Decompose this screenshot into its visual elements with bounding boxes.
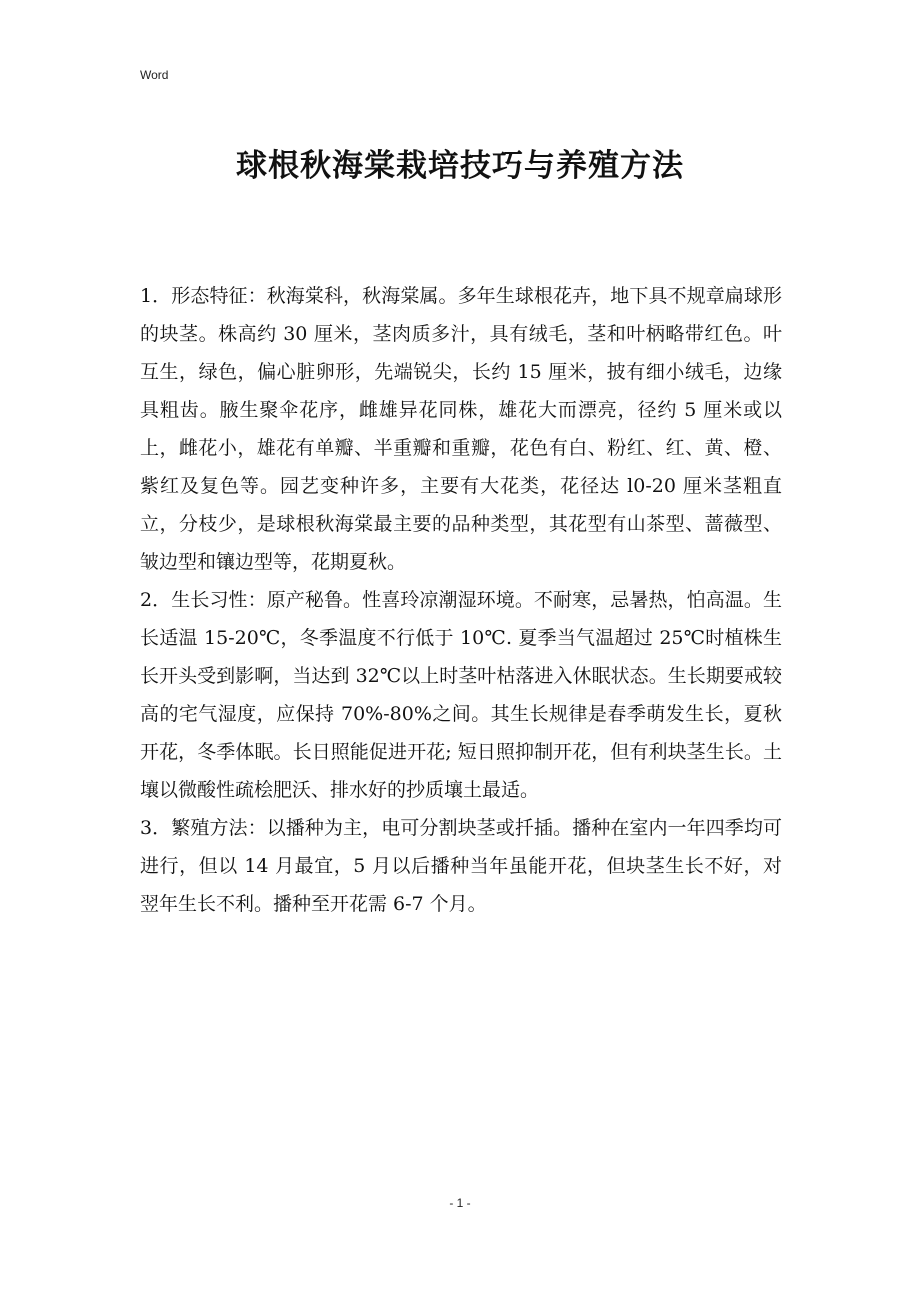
paragraph-number: 3． bbox=[140, 817, 172, 839]
paragraph-1 bbox=[140, 277, 782, 581]
document-body bbox=[140, 277, 782, 923]
paragraph-number: 1． bbox=[140, 285, 172, 307]
paragraph-text: 生长习性：原产秘鲁。性喜玲凉潮湿环境。不耐寒，忌暑热，怕高温。生长适温 15-20℃，冬季温度不行低于 10℃. 夏季当气温超过 25℃时植株生长开头受到影啊，当达到 32℃以上时茎叶枯落进入休眠状态。生长期要戒较高的宅气湿度，应保持 70%-80%之间。其生长规律是春季萌发生长，夏秋开花，冬季体眠。长日照能促进开花; 短日照抑制开花，但有利块茎生长。土壤以微酸性疏桧肥沃、排水好的抄质壤土最适。 bbox=[140, 589, 782, 801]
paragraph-text: 形态特征：秋海棠科，秋海棠属。多年生球根花卉，地下具不规章扁球形的块茎。株高约 30 厘米，茎肉质多汁，具有绒毛，茎和叶柄略带红色。叶互生，绿色，偏心脏卵形，先端锐尖，长约 15 厘米，披有细小绒毛，边缘具粗齿。腋生聚伞花序，雌雄异花同株，雄花大而漂亮，径约 5 厘米或以上，雌花小，雄花有单瓣、半重瓣和重瓣，花色有白、粉红、红、黄、橙、紫红及复色等。园艺变种许多，主要有大花类，花径达 l0-20 厘米茎粗直立，分枝少，是球根秋海棠最主要的品种类型，其花型有山茶型、蔷薇型、皱边型和镶边型等，花期夏秋。 bbox=[140, 285, 782, 573]
paragraph-number: 2． bbox=[140, 589, 172, 611]
page-number: - 1 - bbox=[449, 1196, 471, 1210]
paragraph-2 bbox=[140, 581, 782, 809]
paragraph-3 bbox=[140, 809, 782, 923]
app-label: Word bbox=[140, 68, 169, 82]
paragraph-text: 繁殖方法：以播种为主，电可分割块茎或扦插。播种在室内一年四季均可进行，但以 14 月最宜，5 月以后播种当年虽能开花，但块茎生长不好，对翌年生长不利。播种至开花需 6-7 个月。 bbox=[140, 817, 782, 915]
document-title: 球根秋海棠栽培技巧与养殖方法 bbox=[236, 148, 684, 184]
